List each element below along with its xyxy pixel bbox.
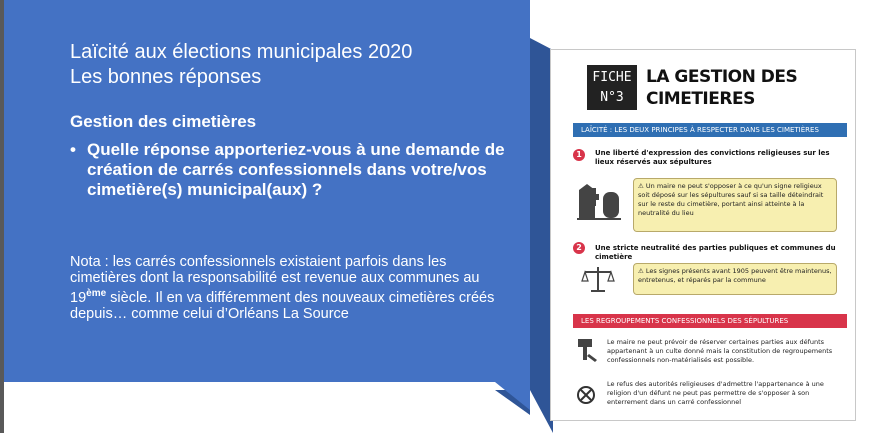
note-superscript: ème: [86, 288, 107, 299]
fiche-title-line1: LA GESTION DES: [646, 67, 798, 87]
section-heading: Gestion des cimetières: [70, 112, 257, 131]
warning-icon: ⚠: [638, 267, 644, 275]
bullet-text: Quelle réponse apporteriez-vous à une demande de création de carrés confessionnels dans votre/vos cimetière(s) municipal(aux) ?: [87, 140, 505, 199]
fiche-document: [550, 49, 856, 421]
rule-box-1-text: Un maire ne peut s'opposer à ce qu'un signe religieux soit déposé sur les sépultures sauf si sa taille déteindrait sur le reste du cimetière, portant ainsi atteinte à la neutralité du lieu: [638, 182, 824, 217]
graves-icon: [575, 180, 623, 222]
grouping-item-2-text: Le refus des autorités religieuses d'admettre l'appartenance à une religion d'un défunt ne peut pas permettre de s'opposer à son enterrement dans un carré confessionnel: [607, 380, 824, 406]
principles-band: LAÏCITÉ : LES DEUX PRINCIPES À RESPECTER DANS LES CIMETIÈRES: [573, 123, 847, 137]
slide-title: [70, 40, 510, 90]
warning-icon: ⚠: [638, 182, 644, 190]
slide-title-line2: Les bonnes réponses: [70, 66, 262, 88]
rule-box-2-text: Les signes présents avant 1905 peuvent être maintenus, entretenus, et réparés par la commune: [638, 267, 832, 284]
principle-1-text: Une liberté d'expression des convictions religieuses sur les lieux réservés aux sépultures: [595, 149, 830, 166]
bullet-item: [70, 140, 510, 200]
fiche-title: [646, 66, 797, 110]
rule-box-1: [633, 178, 837, 232]
note-paragraph: [70, 254, 510, 322]
fiche-badge-line2: N°3: [600, 90, 624, 105]
principle-1-number: 1: [573, 149, 585, 161]
mayor-stamp-icon: [575, 336, 599, 364]
scales-icon: [581, 264, 615, 294]
grouping-item-1-text: Le maire ne peut prévoir de réserver certaines parties aux défunts appartenant à un culte donné mais la constitution de regroupements confessionnels non-matérialisés est possible.: [607, 338, 833, 364]
note-text-part1: Nota : les carrés confessionnels existaient parfois dans les cimetières dont la responsabilité est revenue aux communes au 19: [70, 254, 480, 306]
note-text-part2: siècle. Il en va différemment des nouveaux cimetières créés depuis… comme celui d’Orléans La Source: [70, 289, 495, 322]
bullet-dot-icon: •: [70, 140, 76, 159]
fiche-badge-line1: FICHE: [592, 70, 632, 85]
fiche-badge: [587, 65, 637, 110]
no-sign-icon: [575, 384, 597, 406]
principle-2-text: Une stricte neutralité des parties publiques et communes du cimetière: [595, 244, 836, 261]
slide-title-line1: Laïcité aux élections municipales 2020: [70, 41, 413, 63]
groupings-band: LES REGROUPEMENTS CONFESSIONNELS DES SÉPULTURES: [573, 314, 847, 328]
callout-text: [70, 40, 510, 200]
principle-2-number: 2: [573, 242, 585, 254]
fiche-title-line2: CIMETIERES: [646, 89, 755, 109]
rule-box-2: [633, 263, 837, 295]
